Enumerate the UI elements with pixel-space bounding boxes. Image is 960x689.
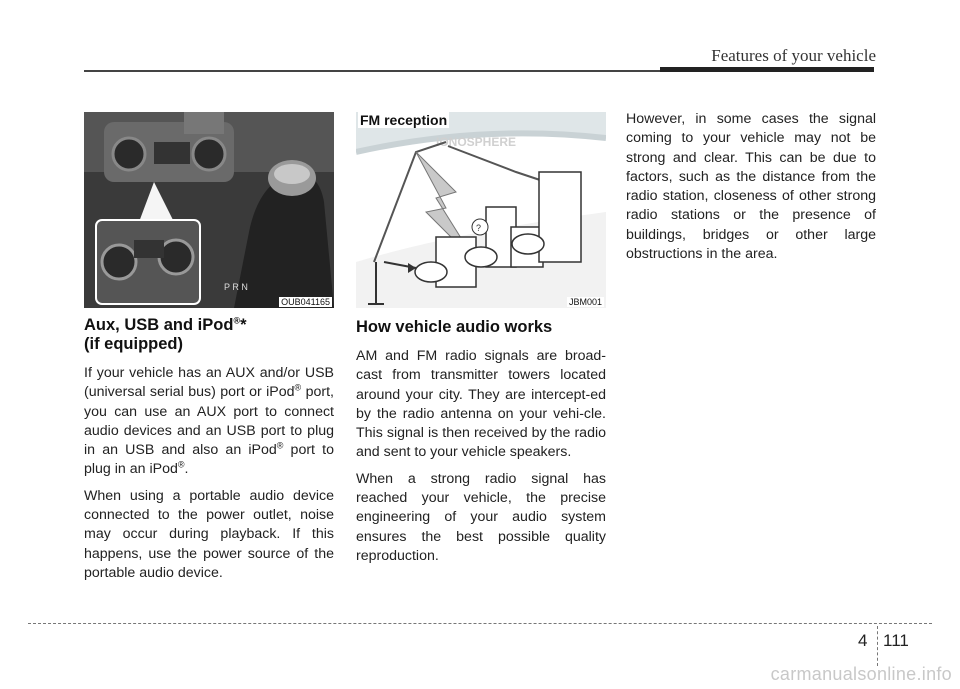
figure-label: FM reception: [360, 112, 448, 128]
right-column: [626, 110, 876, 271]
registered-mark: ®: [177, 459, 185, 470]
header-rule-accent: [660, 67, 874, 72]
section-heading-aux-usb-ipod: [84, 316, 334, 354]
console-photo-figure: [84, 112, 334, 308]
text-run: .: [184, 461, 189, 478]
paragraph: However, in some cases the signal coming to your vehicle may not be strong and clear. This can be due to factors, such as the distance from the radio station, closeness of other strong radio stations or the presence of buildings, bridges or other large obstructions in the area.: [626, 111, 876, 263]
registered-mark: ®: [294, 382, 302, 393]
chapter-number: 4: [858, 631, 868, 650]
running-header: Features of your vehicle: [711, 46, 876, 65]
middle-column: [356, 112, 606, 573]
paragraph: When using a portable audio device connected to the power outlet, noise may occur during playback. If this happens, use the power source of the portable audio device.: [84, 487, 334, 581]
text-run: port to plug in an iPod: [84, 442, 334, 478]
footer-rule: [28, 623, 932, 624]
heading-subtext: (if equipped): [84, 335, 183, 353]
text-run: port, you can use an AUX port to connect audio devices and an USB port to plug in an USB and also an iPod: [84, 384, 334, 459]
registered-mark: ®: [276, 440, 284, 451]
console-photo-illustration: [84, 112, 334, 308]
watermark: carmanualsonline.info: [770, 664, 952, 684]
section-heading-audio: How vehicle audio works: [356, 318, 553, 336]
figure-code: OUB041165: [281, 297, 330, 307]
left-column: [84, 112, 334, 590]
paragraph: AM and FM radio signals are broad-cast from transmitter towers located around your city. They are intercept-ed by the radio antenna on your vehi-cle. This signal is then received by the radio and sent to your vehicle speakers.: [356, 348, 606, 461]
page-number: 111: [883, 631, 909, 650]
fm-reception-figure: [356, 112, 606, 308]
text-run: If your vehicle has an AUX and/or USB (universal serial bus) port or iPod: [84, 365, 334, 401]
heading-text: Aux, USB and iPod: [84, 316, 234, 334]
registered-mark: ®: [233, 315, 241, 326]
ionosphere-label: IONOSPHERE: [436, 135, 517, 149]
paragraph: [84, 364, 334, 480]
figure-code: JBM001: [568, 297, 602, 307]
svg-text:?: ?: [476, 223, 482, 233]
paragraph: When a strong radio signal has reached your vehicle, the precise engineering of your audio system ensures the best possible quality reproduction.: [356, 470, 606, 564]
footer-divider: [877, 626, 878, 666]
fm-reception-illustration: [356, 112, 606, 308]
svg-text:P R N: P R N: [224, 282, 248, 292]
asterisk: *: [240, 316, 247, 334]
